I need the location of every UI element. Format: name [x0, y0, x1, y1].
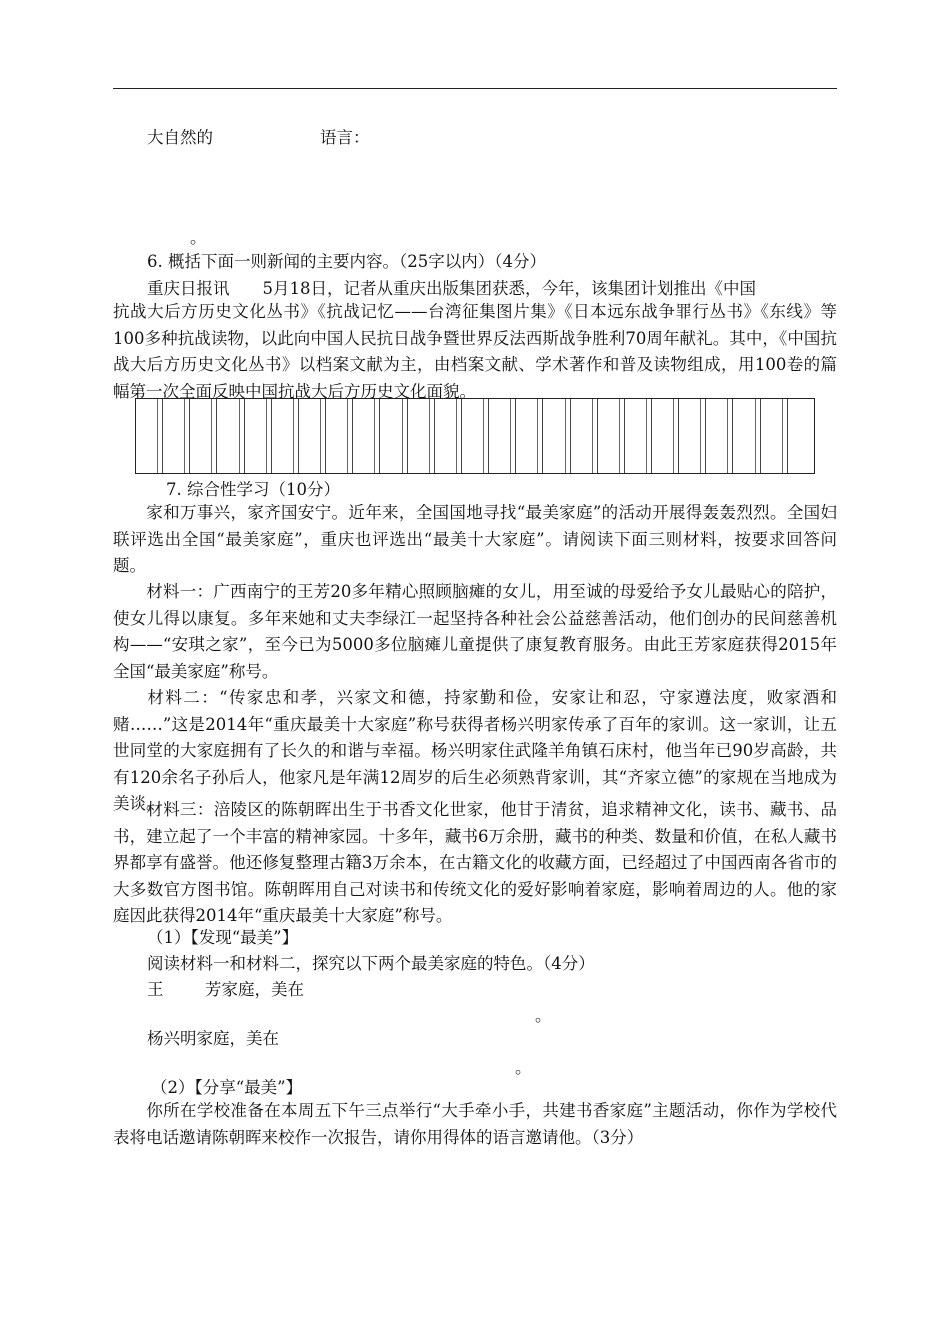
answer-grid-cell[interactable]	[380, 399, 407, 473]
answer-grid-cell[interactable]	[136, 399, 163, 473]
answer-grid-cell[interactable]	[543, 399, 570, 473]
q7-sub2-title: （2）【分享“最美”】	[151, 1078, 303, 1097]
q6-news-line1: 重庆日报讯 5月18日，记者从重庆出版集团获悉，今年，该集团计划推出《中国	[147, 279, 756, 298]
q7-intro: 家和万事兴，家齐国安宁。近年来，全国国地寻找“最美家庭”的活动开展得轰轰烈烈。全国妇联评选出全国“最美家庭”，重庆也评选出“最美十大家庭”。请阅读下面三则材料，按要求回答问题。	[113, 503, 837, 575]
answer-grid-cell[interactable]	[326, 399, 353, 473]
answer-grid-cell[interactable]	[299, 399, 326, 473]
answer-grid-cell[interactable]	[598, 399, 625, 473]
q6-title: 6. 概括下面一则新闻的主要内容。（25字以内）（4分）	[147, 252, 546, 271]
answer-grid-cell[interactable]	[435, 399, 462, 473]
answer-wang-label: 芳家庭，美在	[205, 980, 304, 999]
answer-grid-cell[interactable]	[571, 399, 598, 473]
answer-grid-cell[interactable]	[679, 399, 706, 473]
answer-grid-cell[interactable]	[353, 399, 380, 473]
answer-yang-label: 杨兴明家庭，美在	[147, 1029, 279, 1048]
answer-wang-prefix: 王	[147, 980, 164, 999]
answer-grid-cell[interactable]	[652, 399, 679, 473]
answer-grid-cell[interactable]	[516, 399, 543, 473]
answer-grid-cell[interactable]	[190, 399, 217, 473]
answer-grid-cell[interactable]	[788, 399, 814, 473]
answer-grid-cell[interactable]	[272, 399, 299, 473]
answer-grid-cell[interactable]	[761, 399, 788, 473]
header-rule	[113, 88, 837, 89]
q7-title: 7. 综合性学习（10分）	[166, 480, 340, 499]
q5-end-mark: 。	[190, 228, 207, 247]
answer-grid-cell[interactable]	[408, 399, 435, 473]
q7-material-2: 材料二：“传家忠和孝，兴家文和德，持家勤和俭，安家让和忍，守家遵法度，败家酒和赌……”这是2014年“重庆最美十大家庭”称号获得者杨兴明家传承了百年的家训。这一家训，让五世同堂的大家庭拥有了长久的和谐与幸福。杨兴明家住武隆羊角镇石床村，他当年已90岁高龄，共有120余名子孙后人，他家凡是年满12周岁的后生必须熟背家训，其“齐家立德”的家规在当地成为美谈。	[113, 688, 837, 813]
answer-grid-cell[interactable]	[217, 399, 244, 473]
q7-sub2-prompt: 你所在学校准备在本周五下午三点举行“大手牵小手，共建书香家庭”主题活动，你作为学校代表将电话邀请陈朝晖来校作一次报告，请你用得体的语言邀请他。（3分）	[113, 1101, 837, 1147]
q5-label-left: 大自然的	[147, 128, 213, 147]
q7-material-3: 材料三：涪陵区的陈朝晖出生于书香文化世家，他甘于清贫，追求精神文化，读书、藏书、品书，建立起了一个丰富的精神家园。十多年，藏书6万余册，藏书的种类、数量和价值，在私人藏书界都享有盛誉。他还修复整理古籍3万余本，在古籍文化的收藏方面，已经超过了中国西南各省市的大多数官方图书馆。陈朝晖用自己对读书和传统文化的爱好影响着家庭，影响着周边的人。他的家庭因此获得2014年“重庆最美十大家庭”称号。	[113, 800, 837, 925]
answer-grid-cell[interactable]	[163, 399, 190, 473]
q7-sub1-prompt: 阅读材料一和材料二，探究以下两个最美家庭的特色。（4分）	[147, 954, 595, 973]
answer-grid-cell[interactable]	[462, 399, 489, 473]
answer-grid-cell[interactable]	[706, 399, 733, 473]
q7-material-1: 材料一：广西南宁的王芳20多年精心照顾脑瘫的女儿，用至诚的母爱给予女儿最贴心的陪护，使女儿得以康复。多年来她和丈夫李绿江一起坚持各种社会公益慈善活动，他们创办的民间慈善机构——“安琪之家”，至今已为5000多位脑瘫儿童提供了康复教育服务。由此王芳家庭获得2015年全国“最美家庭”称号。	[113, 582, 837, 681]
q6-answer-grid[interactable]	[135, 398, 815, 474]
answer-grid-cell[interactable]	[245, 399, 272, 473]
answer-grid-cell[interactable]	[489, 399, 516, 473]
q6-news-body: 抗战大后方历史文化丛书》《抗战记忆——台湾征集图片集》《日本远东战争罪行丛书》《东线》等100多种抗战读物，以此向中国人民抗日战争暨世界反法西斯战争胜利70周年献礼。其中，《中国抗战大后方历史文化丛书》以档案文献为主，由档案文献、学术著作和普及读物组成，用100卷的篇幅第一次全面反映中国抗战大后方历史文化面貌。	[113, 302, 837, 401]
answer-grid-cell[interactable]	[733, 399, 760, 473]
q5-label-right: 语言：	[320, 128, 370, 147]
answer-grid-cell[interactable]	[625, 399, 652, 473]
q7-sub1-title: （1）【发现“最美”】	[147, 928, 299, 947]
answer-wang-end: 。	[535, 1006, 552, 1025]
answer-yang-end: 。	[515, 1058, 532, 1077]
